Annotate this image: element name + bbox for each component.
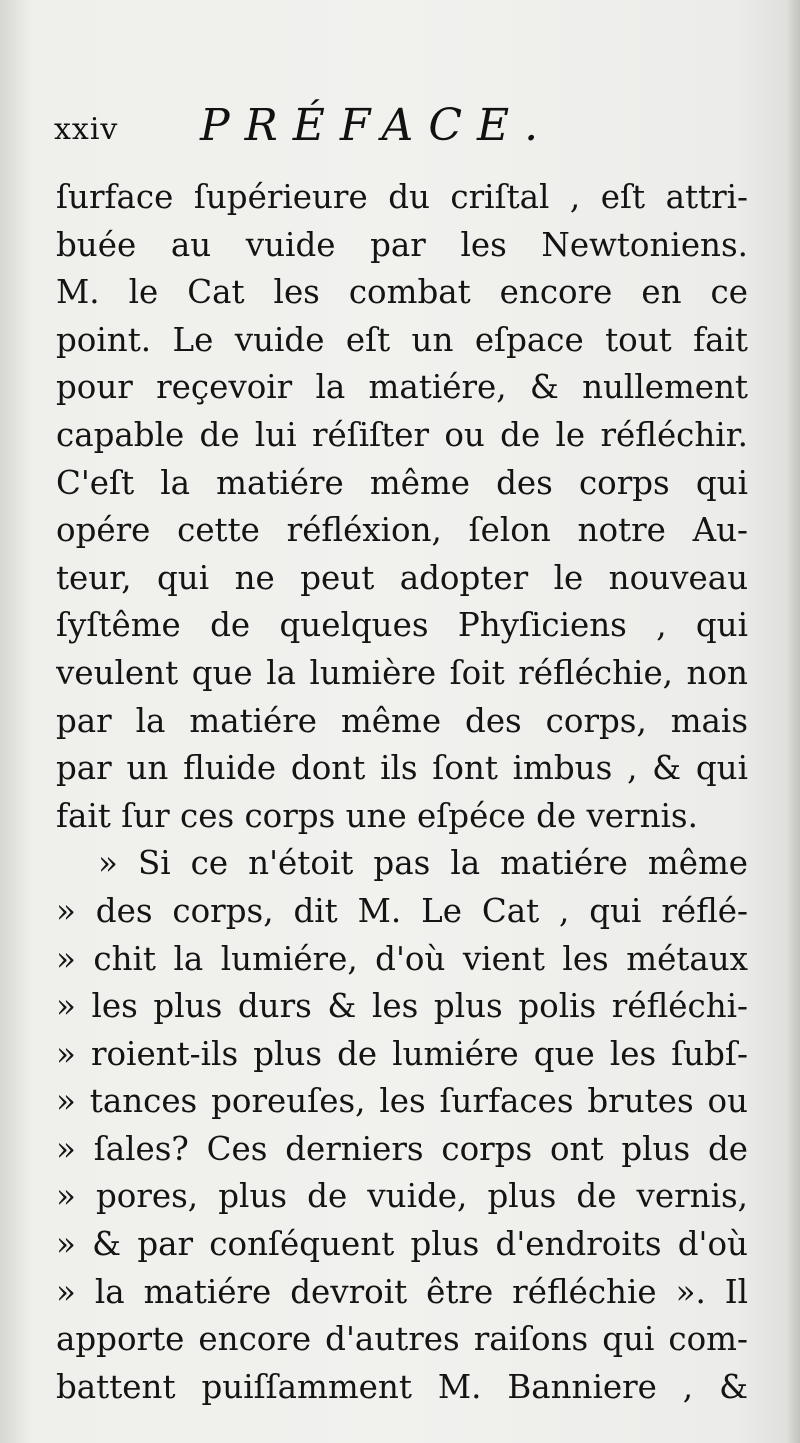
quoted-line: » ſales? Ces derniers corps ont plus de: [56, 1129, 748, 1168]
page-header: [54, 100, 754, 160]
text-line: fait ſur ces corps une eſpéce de vernis.: [56, 796, 698, 835]
text-line: battent puiſſamment M. Banniere , &: [56, 1367, 748, 1406]
quoted-line: » tances poreuſes, les ſurfaces brutes ou: [56, 1082, 748, 1121]
quoted-line: » Si ce n'étoit pas la matiére même: [98, 844, 748, 883]
quoted-line: » les plus durs & les plus polis réfléchi-: [56, 987, 748, 1026]
quoted-line: » chit la lumiére, d'où vient les métaux: [56, 939, 748, 978]
quoted-line: » roient-ils plus de lumiére que les ſubſ-: [56, 1034, 748, 1073]
quoted-line: » la matiére devroit être réfléchie ». Il: [56, 1272, 748, 1311]
quoted-line: » pores, plus de vuide, plus de vernis,: [56, 1177, 748, 1216]
text-line: par un fluide dont ils ſont imbus , & qui: [56, 749, 748, 788]
text-line: pour reçevoir la matiére, & nullement: [56, 368, 748, 407]
quoted-line: » des corps, dit M. Le Cat , qui réflé-: [56, 891, 748, 930]
text-line: teur, qui ne peut adopter le nouveau: [56, 558, 748, 597]
running-head: PRÉFACE.: [200, 100, 554, 151]
text-line: M. le Cat les combat encore en ce: [56, 273, 748, 312]
text-line: apporte encore d'autres raiſons qui com-: [56, 1320, 748, 1359]
text-line: point. Le vuide eſt un eſpace tout fait: [56, 320, 748, 359]
quoted-line: » & par conſéquent plus d'endroits d'où: [56, 1225, 748, 1264]
text-line: par la matiére même des corps, mais: [56, 701, 748, 740]
text-line: C'eſt la matiére même des corps qui: [56, 463, 748, 502]
text-line: buée au vuide par les Newtoniens.: [56, 225, 748, 264]
text-line: veulent que la lumière ſoit réfléchie, non: [56, 653, 748, 692]
body-text: [56, 174, 748, 1411]
text-line: opére cette réfléxion, ſelon notre Au-: [56, 511, 748, 550]
text-line: ſyſtême de quelques Phyſiciens , qui: [56, 606, 748, 645]
text-line: capable de lui réſiſter ou de le réfléchir.: [56, 415, 748, 454]
text-line: ſurface ſupérieure du criſtal , eſt attri-: [56, 178, 748, 216]
page-number: xxiv: [54, 112, 119, 147]
